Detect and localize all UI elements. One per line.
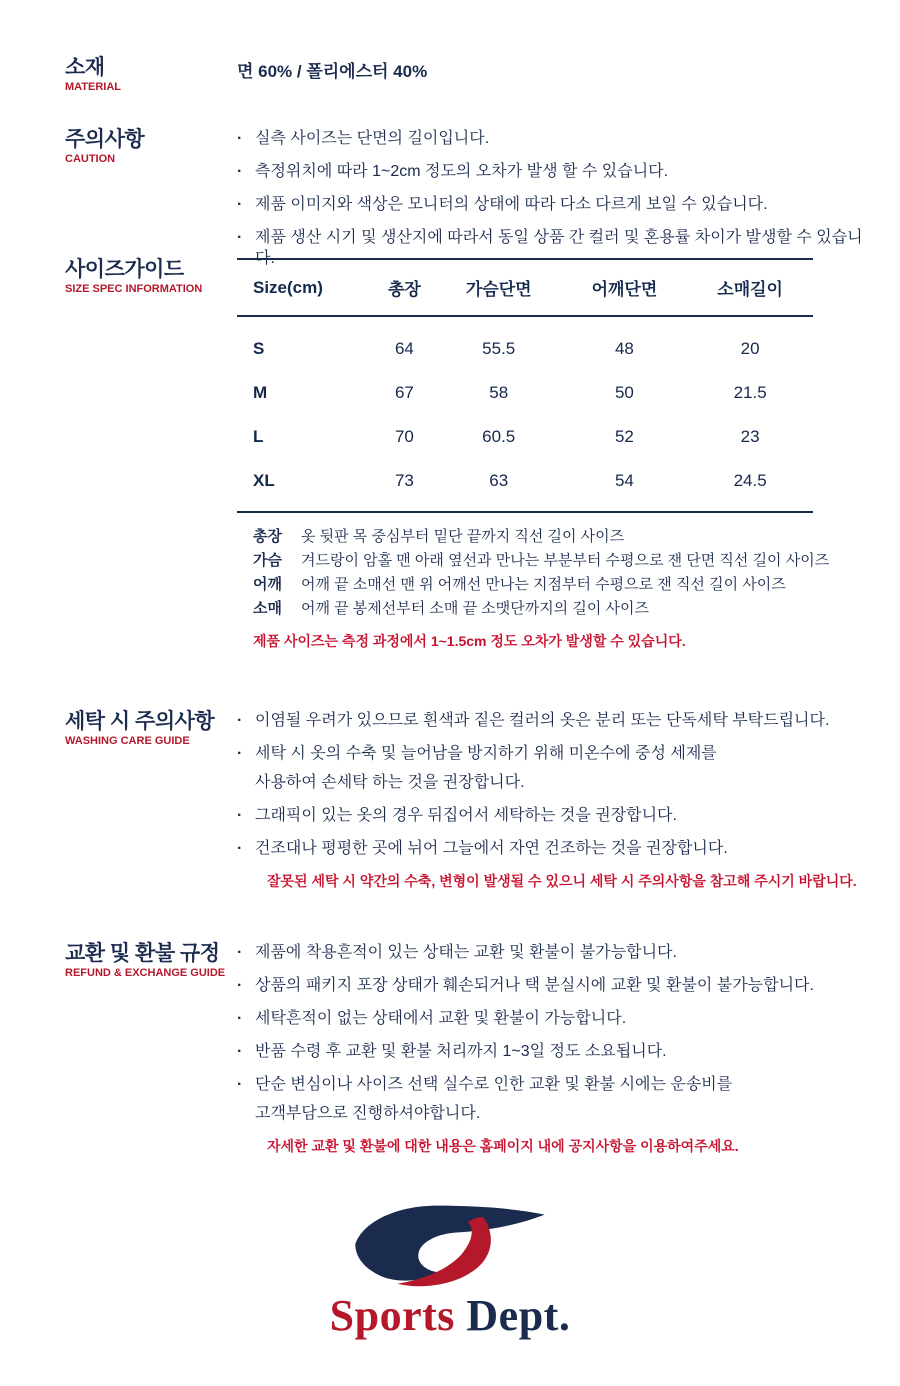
size-cell: L <box>253 427 264 446</box>
size-guide-subtitle: SIZE SPEC INFORMATION <box>65 283 203 295</box>
section-refund-exchange <box>65 942 865 1156</box>
size-cell: 21.5 <box>733 383 767 402</box>
bullet-dot: · <box>237 196 243 213</box>
size-cell: 48 <box>614 339 634 358</box>
refund-item-text: 세탁흔적이 없는 상태에서 교환 및 환불이 가능합니다. <box>255 1010 627 1027</box>
refund-item-text: 반품 수령 후 교환 및 환불 처리까지 1~3일 정도 소요됩니다. <box>255 1043 667 1060</box>
brand-logo <box>0 1198 900 1340</box>
refund-item <box>237 942 865 963</box>
refund-item <box>237 1008 865 1029</box>
size-guide-label <box>65 258 237 295</box>
size-cell: 63 <box>489 471 509 490</box>
size-definitions <box>253 525 865 621</box>
size-cell: XL <box>253 471 275 490</box>
size-table-header: 소매길이 <box>687 259 813 316</box>
bullet-dot: · <box>237 712 243 729</box>
caution-item-text: 측정위치에 따라 1~2cm 정도의 오차가 발생 할 수 있습니다. <box>255 163 669 180</box>
size-cell: 24.5 <box>733 471 767 490</box>
material-label <box>65 56 237 93</box>
caution-title: 주의사항 <box>65 128 145 151</box>
washing-item-text: 이염될 우려가 있으므로 흰색과 짙은 컬러의 옷은 분리 또는 단독세탁 부탁드립니다. <box>255 712 830 729</box>
size-cell: 20 <box>740 339 760 358</box>
caution-item <box>237 128 865 149</box>
size-table-row <box>237 415 813 459</box>
definition-term: 소매 <box>253 600 282 617</box>
logo-text-dept: Dept. <box>454 1291 571 1340</box>
definition-desc: 옷 뒷판 목 중심부터 밑단 끝까지 직선 길이 사이즈 <box>301 528 625 545</box>
size-cell: 52 <box>614 427 634 446</box>
size-cell: 58 <box>489 383 509 402</box>
refund-item-continuation: 고객부담으로 진행하셔야합니다. <box>255 1105 481 1122</box>
refund-item-text: 단순 변심이나 사이즈 선택 실수로 인한 교환 및 환불 시에는 운송비를 <box>255 1076 733 1093</box>
bullet-dot: · <box>237 229 243 246</box>
caution-subtitle: CAUTION <box>65 153 116 165</box>
size-guide-title: 사이즈가이드 <box>65 258 184 281</box>
size-cell: 54 <box>614 471 634 490</box>
material-title: 소재 <box>65 56 105 79</box>
caution-item-text: 제품 생산 시기 및 생산지에 따라서 동일 상품 간 컬러 및 혼용률 차이가 발생할 수 있습니다. <box>255 229 863 267</box>
section-material <box>65 56 865 93</box>
bullet-dot: · <box>237 944 243 961</box>
caution-item <box>237 194 865 215</box>
washing-warning-note: 잘못된 세탁 시 약간의 수축, 변형이 발생될 수 있으니 세탁 시 주의사항을 참고해 주시기 바랍니다. <box>267 873 857 889</box>
caution-item-text: 제품 이미지와 색상은 모니터의 상태에 따라 다소 다르게 보일 수 있습니다. <box>255 196 768 213</box>
size-table-header: Size(cm) <box>237 259 373 316</box>
bullet-dot: · <box>237 977 243 994</box>
definition-row <box>253 597 865 621</box>
size-table-row <box>237 316 813 371</box>
logo-wordmark <box>0 1292 900 1340</box>
refund-item-text: 제품에 착용흔적이 있는 상태는 교환 및 환불이 불가능합니다. <box>255 944 677 961</box>
size-spec-table <box>237 258 813 513</box>
washing-item-text: 건조대나 평평한 곳에 뉘어 그늘에서 자연 건조하는 것을 권장합니다. <box>255 840 728 857</box>
refund-label <box>65 942 237 979</box>
washing-item <box>237 805 865 826</box>
size-table-header-row <box>237 259 813 316</box>
size-cell: 23 <box>740 427 760 446</box>
definition-row <box>253 549 865 573</box>
definition-row <box>253 573 865 597</box>
bullet-dot: · <box>237 840 243 857</box>
refund-subtitle: REFUND & EXCHANGE GUIDE <box>65 967 226 979</box>
size-cell: 64 <box>394 339 414 358</box>
caution-item-text: 실측 사이즈는 단면의 길이입니다. <box>255 130 490 147</box>
bullet-dot: · <box>237 130 243 147</box>
refund-title: 교환 및 환불 규정 <box>65 942 220 965</box>
size-cell: M <box>253 383 268 402</box>
bullet-dot: · <box>237 1076 243 1093</box>
refund-item <box>237 975 865 996</box>
size-cell: 70 <box>394 427 414 446</box>
washing-item-text: 세탁 시 옷의 수축 및 늘어남을 방지하기 위해 미온수에 중성 세제를 <box>255 745 717 762</box>
definition-term: 가슴 <box>253 552 282 569</box>
definition-term: 어깨 <box>253 576 282 593</box>
refund-item-text: 상품의 패키지 포장 상태가 훼손되거나 택 분실시에 교환 및 환불이 불가능합니다. <box>255 977 814 994</box>
caution-list <box>237 128 865 269</box>
definition-desc: 어깨 끝 소매선 맨 위 어깨선 만나는 지점부터 수평으로 잰 직선 길이 사이즈 <box>301 576 786 593</box>
size-cell: 60.5 <box>482 427 516 446</box>
size-cell: 73 <box>394 471 414 490</box>
refund-list <box>237 942 865 1156</box>
size-table-row <box>237 371 813 415</box>
refund-item <box>237 1041 865 1062</box>
washing-item-text: 그래픽이 있는 옷의 경우 뒤집어서 세탁하는 것을 권장합니다. <box>255 807 677 824</box>
size-cell: S <box>253 339 265 358</box>
refund-item <box>237 1074 865 1095</box>
washing-item <box>237 743 865 764</box>
size-cell: 55.5 <box>482 339 516 358</box>
size-table-header: 어깨단면 <box>562 259 688 316</box>
definition-term: 총장 <box>253 528 282 545</box>
definition-desc: 어깨 끝 봉제선부터 소매 끝 소맷단까지의 길이 사이즈 <box>301 600 649 617</box>
caution-label <box>65 128 237 165</box>
size-table-header: 가슴단면 <box>436 259 562 316</box>
logo-text-sports: Sports <box>329 1291 455 1340</box>
size-table-row <box>237 459 813 512</box>
bullet-dot: · <box>237 163 243 180</box>
bullet-dot: · <box>237 745 243 762</box>
material-subtitle: MATERIAL <box>65 81 122 93</box>
definition-row <box>253 525 865 549</box>
washing-item <box>237 838 865 859</box>
caution-item <box>237 161 865 182</box>
bullet-dot: · <box>237 807 243 824</box>
washing-item-continuation: 사용하여 손세탁 하는 것을 권장합니다. <box>255 774 525 791</box>
definition-desc: 겨드랑이 암홀 맨 아래 옆선과 만나는 부분부터 수평으로 잰 단면 직선 길이 사이즈 <box>301 552 830 569</box>
section-washing-care <box>65 710 865 891</box>
size-cell: 50 <box>614 383 634 402</box>
size-tolerance-note: 제품 사이즈는 측정 과정에서 1~1.5cm 정도 오차가 발생할 수 있습니다. <box>253 633 686 649</box>
bullet-dot: · <box>237 1010 243 1027</box>
size-table-header: 총장 <box>373 259 436 316</box>
bullet-dot: · <box>237 1043 243 1060</box>
washing-label <box>65 710 237 747</box>
washing-subtitle: WASHING CARE GUIDE <box>65 735 190 747</box>
sports-dept-swoosh-icon <box>342 1198 558 1294</box>
material-value: 면 60% / 폴리에스터 40% <box>237 62 428 81</box>
washing-title: 세탁 시 주의사항 <box>65 710 215 733</box>
size-cell: 67 <box>394 383 414 402</box>
section-size-guide <box>65 258 865 651</box>
refund-warning-note: 자세한 교환 및 환불에 대한 내용은 홈페이지 내에 공지사항을 이용하여주세요. <box>267 1138 739 1154</box>
washing-list <box>237 710 865 891</box>
washing-item <box>237 710 865 731</box>
